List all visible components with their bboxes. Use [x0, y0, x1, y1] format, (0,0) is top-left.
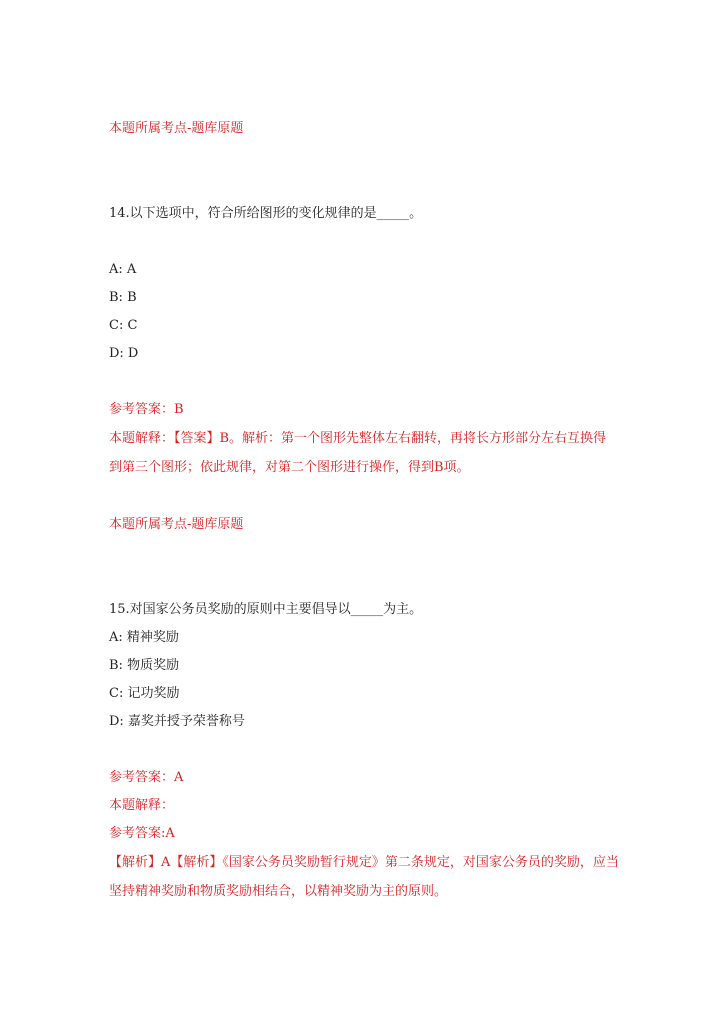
q14-explanation: 本题解释：【答案】B。解析：第一个图形先整体左右翻转，再将长方形部分左右互换得到第三个图形；依此规律，对第二个图形进行操作，得到B项。 [109, 431, 607, 475]
q15-explanation-label: 本题解释： [109, 798, 175, 813]
q14-option-c: C: C [109, 318, 138, 333]
q15-question: 15.对国家公务员奖励的原则中主要倡导以_____为主。 [109, 602, 423, 617]
q14-topic-tag: 本题所属考点-题库原题 [109, 517, 244, 532]
q15-answer-repeat: 参考答案:A [109, 826, 175, 841]
q14-option-b: B: B [109, 290, 137, 305]
q14-option-d: D: D [109, 346, 139, 361]
q15-analysis: 【解析】A【解析】《国家公务员奖励暂行规定》第二条规定，对国家公务员的奖励，应当坚持精神奖励和物质奖励相结合，以精神奖励为主的原则。 [109, 855, 619, 899]
q15-option-a: A: 精神奖励 [109, 630, 179, 645]
topic-tag-top: 本题所属考点-题库原题 [109, 121, 244, 136]
q15-option-c: C: 记功奖励 [109, 686, 180, 701]
q14-answer: 参考答案：B [109, 402, 184, 417]
q15-answer: 参考答案：A [109, 770, 184, 785]
q14-option-a: A: A [109, 262, 137, 277]
q15-option-b: B: 物质奖励 [109, 658, 180, 673]
q14-question: 14.以下选项中，符合所给图形的变化规律的是_____。 [109, 206, 423, 221]
q15-option-d: D: 嘉奖并授予荣誉称号 [109, 714, 245, 729]
